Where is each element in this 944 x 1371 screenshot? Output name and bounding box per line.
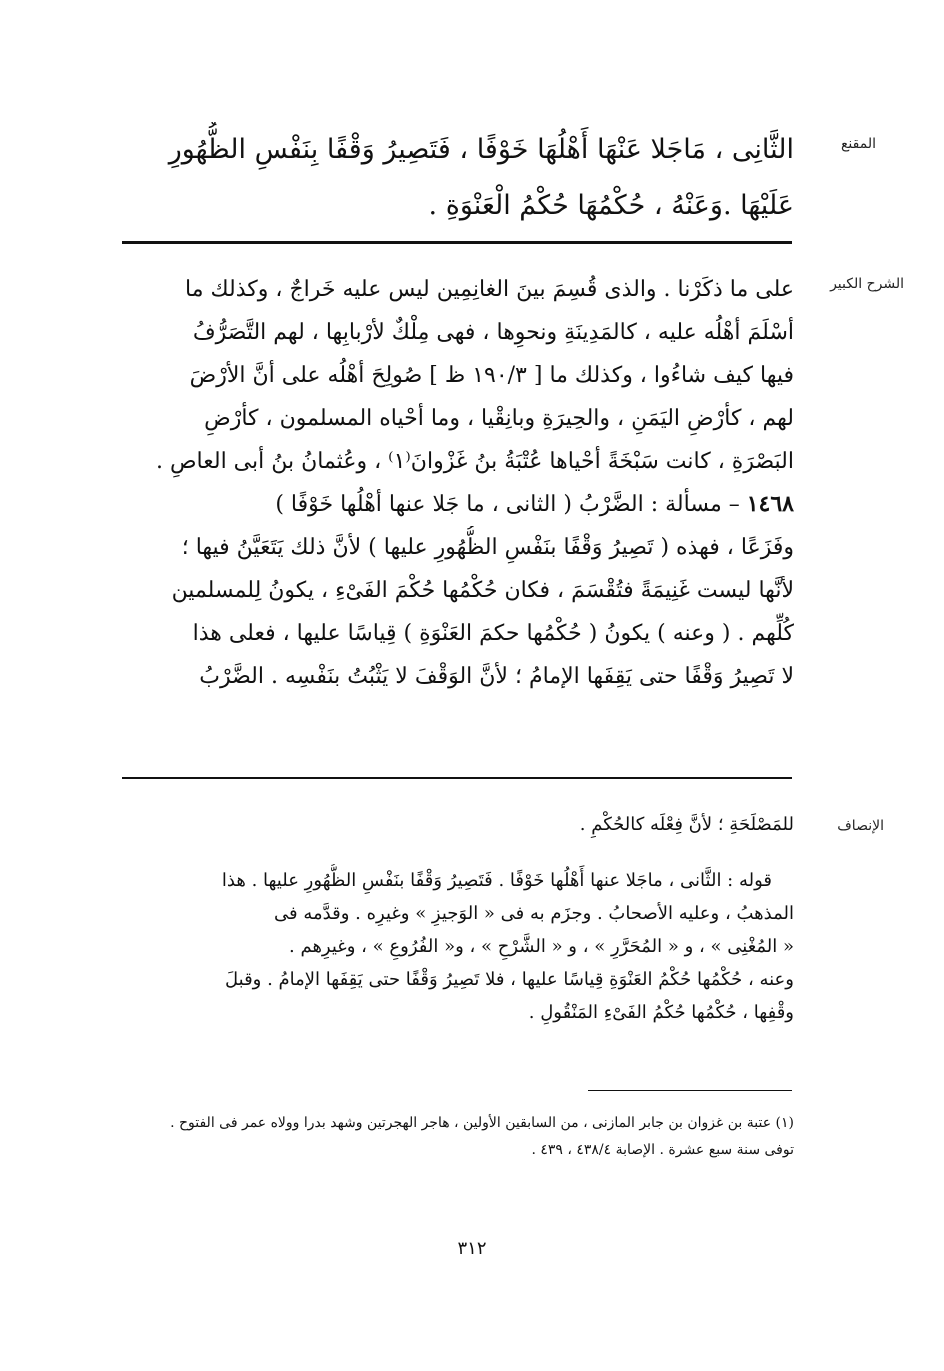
sharh-text [122, 268, 794, 698]
text-line: البَصْرَةِ ، كانت سَبْخَةً أحْياها عُتْبَةُ بنُ غَزْوانَ⁽١⁾ ، وعُثمانُ بنُ أبى العاصِ . [155, 449, 794, 474]
page-number: ٣١٢ [457, 1238, 487, 1259]
section-label-sharh: الشرح الكبير [830, 276, 904, 292]
muqni-text [122, 122, 794, 234]
text-line: لهم ، كأرْضِ اليَمَنِ ، والحِيرَةِ وبانِقْيا ، وما أحْياه المسلمون ، كأرْضِ [204, 406, 794, 431]
text-line: لا تَصِيرُ وَقْفًا حتى يَقِفَها الإمامُ ؛ لأنَّ الوَقْفَ لا يَثْبُتُ بنَفْسِه . الضَّرْبُ [199, 664, 794, 689]
text-line: وعنه ، حُكْمُها حُكْمُ العَنْوَةِ قِياسًا عليها ، فلا تَصِيرُ وَقْفًا حتى يَقِفَها الإمامُ . وقبلَ [225, 969, 794, 990]
footnote-line: توفى سنة سبع عشرة . الإصابة ٤٣٨/٤ ، ٤٣٩ . [531, 1142, 794, 1158]
footnote-divider [588, 1090, 792, 1091]
footnote-line: (١) عتبة بن غزوان بن جابر المازنى ، من السابقين الأولين ، هاجر الهجرتين وشهد بدرا وولاه عمر فى الفتوح . [170, 1115, 794, 1131]
section-label-muqni: المقنع [840, 136, 876, 152]
footnote [122, 1110, 794, 1164]
text-line: لأنَّها ليست غَنِيمَةً فتُقْسَمَ ، فكان حُكْمُها حُكْمَ الفَىْءِ ، يكونُ لِلمسلمين [171, 578, 794, 603]
text-line [122, 483, 794, 526]
text-line: « المُغْنِى » ، و « المُحَرَّرِ » ، و « الشَّرْحِ » ، و« الفُرُوعِ » ، وغيرِهم . [289, 936, 794, 957]
insaf-text-continued [122, 864, 794, 1029]
text-line: الثَّانِى ، مَاجَلا عَنْهَا أَهْلُهَا خَوْفًا ، فَتَصِيرُ وَقْفًا بِنَفْسِ الظُّهُورِ [168, 134, 794, 165]
text-line: عَلَيْهَا .وَعَنْهُ ، حُكْمُهَا حُكْمُ الْعَنْوَةِ . [428, 190, 794, 221]
text-line: وقْفِها ، حُكْمُها حُكْمُ الفَىْءِ المَنْقُولِ . [528, 1002, 794, 1023]
text-line: كُلِّهم . ( وعنه ) يكونُ ( حُكْمُها حكمَ العَنْوَةِ ) قِياسًا عليها ، فعلى هذا [192, 621, 794, 646]
text-line: للمَصْلَحَةِ ؛ لأنَّ فِعْلَه كالحُكْمِ . [579, 814, 794, 835]
text-line: أسْلَمَ أهْلُه عليه ، كالمَدِينَةِ ونحوِها ، فهى مِلْكٌ لأرْبابِها ، لهم التَّصَرُّفُ [192, 320, 794, 345]
insaf-text [122, 808, 794, 841]
text-line: على ما ذكَرْنا . والذى قُسِمَ بينَ الغانِمِين ليس عليه خَراجٌ ، وكذلك ما [185, 277, 794, 302]
text-line-continuation: – مسألة : الضَّرْبُ ( الثانى ، ما جَلا عنها أهْلُها خَوْفًا ) [275, 492, 740, 517]
text-line: فيها كيف شاءُوا ، وكذلك ما [ ١٩٠/٣ ظ ] صُولِحَ أهْلُه على أنَّ الأرْضَ [189, 363, 794, 388]
problem-number: ١٤٦٨ [746, 491, 794, 517]
text-line: المذهبُ ، وعليه الأصحابُ . وجزَم به فى « الوَجيزِ » وغيرِه . وقدَّمه فى [274, 903, 794, 924]
section-label-insaf: الإنصاف [837, 818, 884, 834]
text-line: وفَزَعًا ، فهذه ( تَصِيرُ وَقْفًا بنَفْسِ الظُّهُورِ عليها ) لأنَّ ذلك يَتَعَيَّنُ فيها ؛ [181, 535, 794, 560]
section-divider [122, 241, 792, 244]
section-divider [122, 777, 792, 779]
text-line: قوله : الثَّانى ، ماجَلا عنها أَهْلُها خَوْفًا . فَتَصِيرُ وَقْفًا بنَفْسِ الظُّهُورِ عليها . هذا [221, 870, 772, 891]
